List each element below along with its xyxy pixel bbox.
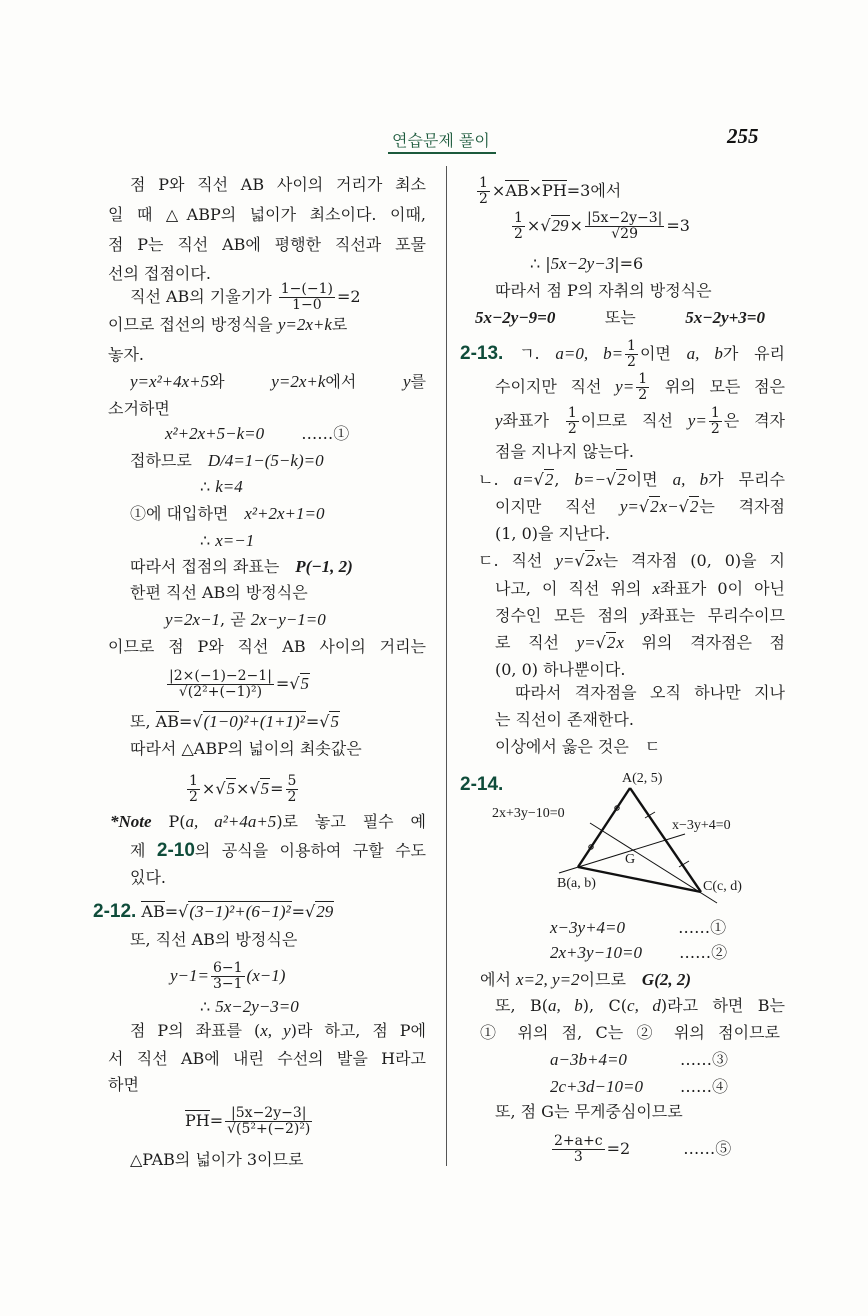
fraction-denominator: 3 <box>573 1149 583 1165</box>
math-expression: (x−1) <box>246 966 286 985</box>
math-expression: a−3b+4=0 <box>550 1050 627 1069</box>
text-segment: P( <box>151 812 186 831</box>
radicand: 5 <box>260 779 270 798</box>
problem-number: 2-14. <box>460 774 504 795</box>
text-segment: 는 직선이 존재한다. <box>495 710 634 729</box>
label-g: G <box>625 852 636 867</box>
math-expression: y= <box>555 551 575 570</box>
fraction-denominator: 3−1 <box>213 976 243 992</box>
fraction-numerator: 2+a+c <box>554 1133 603 1149</box>
fraction-denominator: 2 <box>567 421 577 434</box>
text-segment: =3 <box>666 216 690 235</box>
fraction-numerator: 6−1 <box>213 960 243 976</box>
text-segment: 에서 <box>325 372 403 391</box>
text-segment: × <box>236 779 250 798</box>
math-expression: x <box>652 579 660 598</box>
text-segment: 소거하면 <box>108 399 170 418</box>
label-a: A(2, 5) <box>622 771 663 786</box>
math-expression: x=−1 <box>215 531 255 550</box>
text-segment: =2 ……⑤ <box>606 1139 732 1158</box>
text-segment: 이므로 점 P와 직선 AB 사이의 거리는 <box>108 637 426 656</box>
text-segment: 선의 접점이다. <box>108 264 211 283</box>
text-segment: 가 유리 <box>722 344 785 363</box>
radicand: 29 <box>316 902 334 921</box>
math-expression: x²+2x+5−k=0 <box>165 424 265 443</box>
text-segment: )로 놓고 필수 예 <box>276 812 426 831</box>
text-segment: 좌표는 무리수이므 <box>648 606 785 625</box>
text-segment: ① 위의 점, C는 ② 위의 점이므로 <box>480 1023 780 1042</box>
text-segment: 이지만 직선 <box>495 497 620 516</box>
median-line-2x3y <box>590 823 717 903</box>
radical-sign: √ <box>533 470 544 489</box>
text-segment: 정수인 모든 점의 <box>495 606 642 625</box>
bold-answer: 5x−2y−9=0 <box>475 308 556 327</box>
radicand: (1−0)²+(1+1)² <box>203 712 305 731</box>
text-segment: =3에서 <box>566 181 622 200</box>
radicand: 2 <box>544 470 554 489</box>
text-segment: 가 무리수 <box>708 470 785 489</box>
radicand: 5 <box>226 779 236 798</box>
text-segment: 의 공식을 이용하여 구할 수도 <box>194 841 426 860</box>
text-segment: 수이지만 직선 <box>495 377 616 396</box>
text-segment: 점 P와 직선 AB 사이의 거리가 최소 <box>130 175 426 194</box>
text-segment: 좌표가 0이 아닌 <box>660 579 785 598</box>
text-segment: )라 하고, 점 P에 <box>290 1021 426 1040</box>
math-expression: a= <box>513 470 534 489</box>
text-segment: 이므로 직선 <box>580 411 688 430</box>
text-segment: × <box>569 216 583 235</box>
math-expression: y−1= <box>170 966 209 985</box>
radical-sign: √ <box>319 712 330 731</box>
text-segment: ㄱ. <box>503 344 556 363</box>
text-segment: ∴ <box>200 531 216 550</box>
text-segment: = <box>305 712 320 731</box>
fraction-denominator: 2 <box>514 226 523 242</box>
text-segment: ), C( <box>582 996 628 1015</box>
bold-answer: G(2, 2) <box>641 970 692 989</box>
text-segment: ㄷ. 직선 <box>478 551 556 570</box>
text-segment: |=6 <box>614 254 644 273</box>
text-segment: 제 <box>130 841 157 860</box>
text-segment: ……② <box>642 943 728 962</box>
text-segment: 하면 <box>108 1075 139 1094</box>
bold-answer: P(−1, 2) <box>295 557 353 576</box>
fraction-numerator: 1 <box>627 339 636 354</box>
text-segment: 또, 점 G는 무게중심이므로 <box>495 1102 683 1121</box>
text-segment: 이므로 접선의 방정식을 <box>108 315 278 334</box>
text-segment: = <box>164 902 179 921</box>
math-expression: y= <box>576 633 596 652</box>
math-expression: D/4=1−(5−k)=0 <box>207 451 324 470</box>
fraction-numerator: 1 <box>479 175 488 191</box>
text-segment: 직선 AB의 기울기가 <box>130 287 277 306</box>
text-segment: 는 격자점 (0, 0)을 지 <box>602 551 785 570</box>
bold-answer: 5x−2y+3=0 <box>685 308 765 327</box>
text-segment: 또는 <box>555 308 686 327</box>
text-segment: 위의 격자점은 점 <box>623 633 785 652</box>
text-segment: 이면 <box>626 470 673 489</box>
fraction-denominator: 2 <box>189 789 198 805</box>
fraction-numerator: 1 <box>567 406 577 421</box>
math-expression: y <box>495 411 503 430</box>
text-segment: ……① <box>264 424 350 443</box>
text-segment: △PAB의 넓이가 3이므로 <box>130 1150 304 1169</box>
text-segment: 이상에서 옳은 것은 ㄷ <box>495 737 661 756</box>
text-segment: , <box>554 470 575 489</box>
fraction-denominator: √(5²+(−2)²) <box>227 1121 311 1137</box>
text-segment: 따라서 접점의 좌표는 <box>130 557 296 576</box>
text-segment: 따라서 격자점을 오직 하나만 지나 <box>515 683 785 702</box>
text-segment: × <box>201 779 216 798</box>
fraction-numerator: 1 <box>638 372 648 387</box>
math-expression: a, b <box>672 470 709 489</box>
math-expression: x <box>616 633 624 652</box>
radical-sign: √ <box>249 779 260 798</box>
problem-number: 2-10 <box>156 840 195 861</box>
fraction-numerator: |5x−2y−3| <box>225 1106 312 1122</box>
bold-answer: *Note <box>110 812 152 831</box>
radical-sign: √ <box>574 551 585 570</box>
math-expression: x−3y+4=0 <box>550 918 626 937</box>
text-segment: 위의 모든 점은 <box>651 377 785 396</box>
text-segment: 또, 직선 AB의 방정식은 <box>130 930 298 949</box>
math-expression: x=2, y=2 <box>516 970 580 989</box>
text-segment: 또, <box>130 712 156 731</box>
radicand: 29 <box>551 216 569 235</box>
label-line-2x3y: 2x+3y−10=0 <box>492 806 565 821</box>
text-segment: 점 P는 직선 AB에 평행한 직선과 포물 <box>108 235 426 254</box>
text-segment: 따라서 점 P의 자취의 방정식은 <box>495 281 712 300</box>
fraction-numerator: 1 <box>710 406 720 421</box>
text-segment: 와 <box>209 372 272 391</box>
math-expression: y <box>641 606 649 625</box>
math-expression: 2c+3d−10=0 <box>550 1077 643 1096</box>
text-segment: 는 격자점 <box>699 497 785 516</box>
text-segment: 좌표가 <box>502 411 564 430</box>
math-expression: 2x−y−1=0 <box>250 610 326 629</box>
math-expression: y= <box>687 411 707 430</box>
math-expression: a, b <box>547 996 583 1015</box>
math-expression: k=4 <box>215 477 243 496</box>
label-c: C(c, d) <box>703 879 742 894</box>
text-segment: ……① <box>625 918 727 937</box>
section-title: 연습문제 풀이 <box>388 128 496 154</box>
fraction-numerator: 1−(−1) <box>280 281 333 297</box>
fraction-denominator: 1−0 <box>292 297 322 313</box>
text-segment: 서 직선 AB에 내린 수선의 발을 H라고 <box>108 1049 426 1068</box>
radicand: 2 <box>650 497 659 516</box>
radical-sign: √ <box>192 712 203 731</box>
text-segment: 놓자. <box>108 345 144 364</box>
text-segment: ∴ | <box>530 254 551 273</box>
segment-overline: AB <box>155 712 179 731</box>
text-segment: = <box>209 1111 224 1130</box>
radicand: 5 <box>330 712 339 731</box>
text-segment: ①에 대입하면 <box>130 504 245 523</box>
label-line-x3y: x−3y+4=0 <box>672 818 731 833</box>
text-segment: × <box>526 216 541 235</box>
text-segment: 로 <box>331 315 348 334</box>
fraction-numerator: |5x−2y−3| <box>586 210 663 226</box>
segment-overline: AB <box>141 902 165 921</box>
radicand: 2 <box>689 497 699 516</box>
math-expression: c, d <box>627 996 661 1015</box>
math-expression: y <box>402 372 411 391</box>
text-segment: 점 P의 좌표를 ( <box>130 1021 261 1040</box>
math-expression: x²+2x+1=0 <box>244 504 325 523</box>
math-expression: b=− <box>574 470 606 489</box>
radical-sign: √ <box>215 779 226 798</box>
radical-sign: √ <box>678 497 689 516</box>
fraction-denominator: √29 <box>611 226 639 242</box>
text-segment: 접하므로 <box>130 451 208 470</box>
text-segment: = <box>275 674 290 693</box>
radicand: (3−1)²+(6−1)² <box>189 902 291 921</box>
segment-overline: PH <box>185 1111 210 1130</box>
radical-sign: √ <box>289 674 300 693</box>
fraction-denominator: 2 <box>287 789 297 805</box>
text-segment: = <box>178 712 193 731</box>
text-segment: 이면 <box>639 344 687 363</box>
radicand: 5 <box>300 674 310 693</box>
fraction-denominator: 2 <box>638 387 648 400</box>
fraction-denominator: √(2²+(−1)²) <box>178 684 263 700</box>
segment-overline: PH <box>542 181 567 200</box>
radical-sign: √ <box>595 633 606 652</box>
text-segment: × <box>528 181 543 200</box>
radical-sign: √ <box>605 470 617 489</box>
fraction-numerator: 1 <box>514 210 523 226</box>
math-expression: x <box>595 551 603 570</box>
text-segment: ……④ <box>642 1077 729 1096</box>
math-expression: y= <box>615 377 635 396</box>
math-expression: 2x+3y−10=0 <box>550 943 643 962</box>
text-segment: 일 때 △ABP의 넓이가 최소이다. 이때, <box>108 205 426 224</box>
math-expression: a, a²+4a+5 <box>185 812 277 831</box>
fraction-numerator: 1 <box>189 773 198 789</box>
text-segment: × <box>491 181 506 200</box>
text-segment: = <box>291 902 305 921</box>
text-segment: 로 직선 <box>495 633 577 652</box>
text-segment: 를 <box>410 372 426 391</box>
text-segment: 에서 <box>480 970 516 989</box>
fraction-numerator: |2×(−1)−2−1| <box>169 668 272 684</box>
text-segment: 은 격자 <box>723 411 785 430</box>
label-b: B(a, b) <box>557 876 596 891</box>
text-segment: =2 <box>336 287 361 306</box>
math-expression: y=2x+k <box>271 372 326 391</box>
radical-sign: √ <box>540 216 551 235</box>
text-segment: ……③ <box>626 1050 729 1069</box>
page-number: 255 <box>727 124 759 148</box>
fraction-denominator: 2 <box>479 191 488 207</box>
math-expression: 5x−2y−3=0 <box>215 997 299 1016</box>
problem-number: 2-13. <box>460 343 504 364</box>
segment-overline: AB <box>505 181 529 200</box>
problem-number: 2-12. <box>93 901 137 922</box>
math-expression: y=2x+k <box>277 315 332 334</box>
radical-sign: √ <box>305 902 316 921</box>
math-expression: y=x²+4x+5 <box>130 372 210 391</box>
side-ab <box>578 788 630 867</box>
text-segment: 점을 지나지 않는다. <box>495 442 634 461</box>
radical-sign: √ <box>178 902 189 921</box>
radicand: 2 <box>617 470 626 489</box>
side-bc <box>578 867 701 892</box>
math-expression: x, y <box>260 1021 291 1040</box>
fraction-denominator: 2 <box>710 421 720 434</box>
fraction-denominator: 2 <box>627 354 636 367</box>
radicand: 2 <box>606 633 616 652</box>
median-line-x3y <box>559 834 685 873</box>
text-segment: 또, B( <box>495 996 548 1015</box>
text-segment: 있다. <box>130 868 166 887</box>
radical-sign: √ <box>638 497 650 516</box>
radicand: 2 <box>585 551 595 570</box>
math-expression: y= <box>619 497 639 516</box>
math-expression: 5x−2y−3 <box>550 254 615 273</box>
text-segment: 따라서 △ABP의 넓이의 최솟값은 <box>130 739 362 758</box>
text-segment: 나고, 이 직선 위의 <box>495 579 653 598</box>
text-segment: 이므로 <box>579 970 642 989</box>
math-expression: a=0, b= <box>555 344 624 363</box>
text-segment: = <box>270 779 284 798</box>
text-segment: )라고 하면 B는 <box>660 996 785 1015</box>
text-segment: (0, 0) 하나뿐이다. <box>495 660 626 679</box>
fraction-numerator: 5 <box>287 773 297 789</box>
text-segment: (1, 0)을 지난다. <box>495 524 611 543</box>
text-segment: , 곧 <box>220 610 251 629</box>
text-segment: ∴ <box>200 997 216 1016</box>
math-expression: x− <box>659 497 679 516</box>
math-expression: a, b <box>686 344 723 363</box>
text-segment: ㄴ. <box>478 470 514 489</box>
math-expression: y=2x−1 <box>165 610 221 629</box>
text-segment: 한편 직선 AB의 방정식은 <box>130 583 308 602</box>
text-segment: ∴ <box>200 477 216 496</box>
